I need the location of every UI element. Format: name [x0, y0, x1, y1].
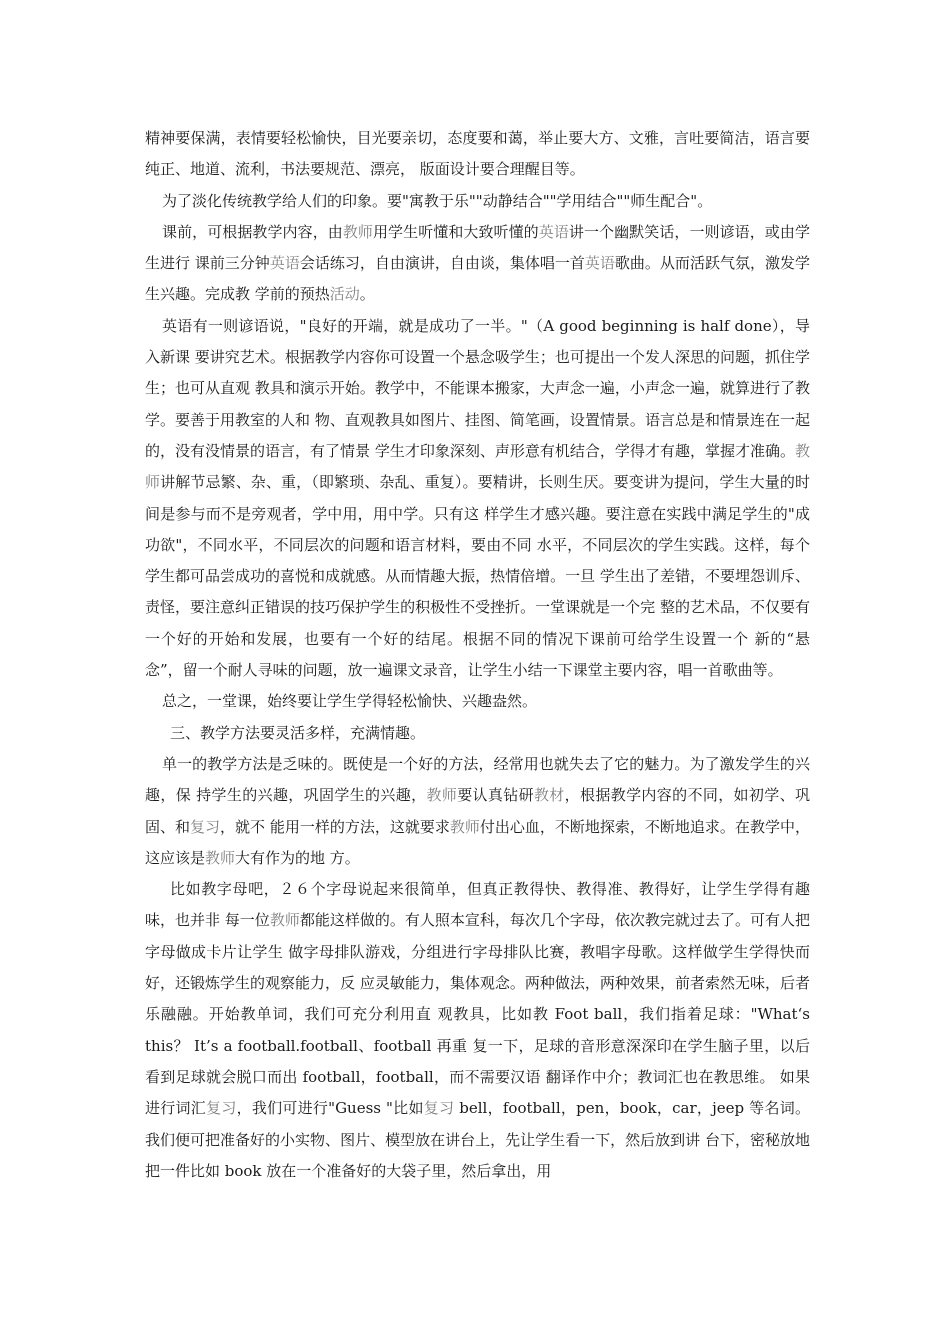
paragraph-text: 用学生听懂和大致听懂的: [372, 222, 539, 241]
paragraph-text: 课前，可根据教学内容，由: [162, 222, 343, 241]
keyword-link[interactable]: 教师: [426, 786, 458, 805]
keyword-link[interactable]: 教师: [449, 817, 480, 836]
document-page: [145, 123, 810, 1187]
paragraph-text: 精神要保满，表情要轻松愉快，目光要亲切，态度要和蔼，举止要大方、文雅，言吐要简洁，语言要纯正、地道、流利，书法要规范、漂亮， 版面设计要合理醒目等。: [145, 129, 810, 179]
keyword-link[interactable]: 教师: [145, 441, 810, 492]
keyword-link[interactable]: 英语: [584, 254, 615, 273]
paragraph-text: 歌曲。从而活跃气氛，激发学生兴趣。完成教 学前的预热: [145, 254, 810, 304]
paragraph-text: ，根据教学内容的不同，如初学、巩固、和: [145, 786, 810, 836]
paragraph-text: bell，football，pen，book，car，jeep 等名词。我们便可把准备好的小实物、图片、模型放在讲台上，先让学生看一下，然后放到讲 台下，密秘放地把一件比如 book 放在一个准备好的大袋子里，然后拿出，用: [145, 1099, 810, 1180]
paragraph-8: [145, 874, 810, 1187]
paragraph-text: 讲一个幽默笑话，一则谚语，或由学生进行 课前三分钟: [145, 222, 810, 273]
paragraph-3: [145, 217, 810, 311]
paragraph-text: 付出心血，不断地探索，不断地追求。在教学中，这应该是: [145, 817, 810, 867]
keyword-link[interactable]: 教材: [533, 786, 565, 805]
keyword-link[interactable]: 复习: [423, 1099, 455, 1118]
paragraph-text: 。: [359, 285, 375, 304]
paragraph-2: [145, 186, 810, 217]
keyword-link[interactable]: 英语: [269, 254, 300, 273]
keyword-link[interactable]: 教师: [342, 222, 373, 241]
paragraph-text: ，我们可进行"Guess "比如: [236, 1099, 424, 1118]
keyword-link[interactable]: 英语: [538, 222, 569, 241]
paragraph-text: 三、教学方法要灵活多样，充满情趣。: [170, 723, 426, 742]
paragraph-7: [145, 749, 810, 874]
paragraph-text: ，就不 能用一样的方法，这就要求: [220, 817, 450, 836]
paragraph-text: 总之，一堂课，始终要让学生学得轻松愉快、兴趣盎然。: [162, 692, 538, 711]
paragraph-text: 讲解节忌繁、杂、重，（即繁琐、杂乱、重复）。要精讲，长则生厌。要变讲为提问，学生大量的时间是参与而不是旁观者，学中用，用中学。只有这 样学生才感兴趣。要注意在实践中满足学生的"成功欲"，不同水平，不同层次的问题和语言材料，要由不同 水平，不同层次的学生实践。这样，每个学生都可品尝成功的喜悦和成就感。从而情趣大振，热情倍增。一旦 学生出了差错，不要埋怨训斥、责怪，要注意纠正错误的技巧保护学生的积极性不受挫折。一堂课就是一个完 整的艺术品，不仅要有一个好的开始和发展，也要有一个好的结尾。根据不同的情况下课前可给学生设置一个 新的“悬念”，留一个耐人寻味的问题，放一遍课文录音，让学生小结一下课堂主要内容，唱一首歌曲等。: [145, 473, 810, 680]
paragraph-text: 大有作为的地 方。: [235, 848, 360, 867]
paragraph-text: 比如教字母吧，２６个字母说起来很简单，但真正教得快、教得准、教得好，让学生学得有趣味，也并非 每一位: [145, 880, 810, 930]
keyword-link[interactable]: 复习: [190, 817, 221, 836]
paragraph-text: 单一的教学方法是乏味的。既使是一个好的方法，经常用也就失去了它的魅力。为了激发学生的兴趣，保 持学生的兴趣，巩固学生的兴趣，: [145, 754, 810, 805]
section-heading-3: [145, 718, 810, 749]
keyword-link[interactable]: 复习: [206, 1099, 237, 1118]
keyword-link[interactable]: 教师: [205, 848, 236, 867]
paragraph-4: [145, 311, 810, 687]
paragraph-text: 英语有一则谚语说，"良好的开端，就是成功了一半。"（A good beginning is half done），导入新课 要讲究艺术。根据教学内容你可设置一个悬念吸学生；也可提出一个发人深思的问题，抓住学生；也可从直观 教具和演示开始。教学中，不能课本搬家，大声念一遍，小声念一遍，就算进行了教学。要善于用教室的人和 物、直观教具如图片、挂图、简笔画，设置情景。语言总是和情景连在一起的，没有没情景的语言，有了情景 学生才印象深刻、声形意有机结合，学得才有趣，掌握才准确。: [145, 316, 810, 460]
keyword-link[interactable]: 活动: [329, 285, 360, 304]
paragraph-text: 为了淡化传统教学给人们的印象。要"寓教于乐""动静结合""学用结合""师生配合"。: [162, 191, 713, 210]
paragraph-1: [145, 123, 810, 186]
paragraph-text: 要认真钻研: [457, 786, 534, 805]
paragraph-text: 会话练习，自由演讲，自由谈，集体唱一首: [299, 254, 585, 273]
paragraph-text: 都能这样做的。有人照本宣科，每次几个字母，依次教完就过去了。可有人把字母做成卡片让学生 做字母排队游戏，分组进行字母排队比赛，教唱字母歌。这样做学生学得快而好，还锻炼学生的观察能力，反 应灵敏能力，集体观念。两种做法，两种效果，前者索然无味，后者乐融融。开始教单词，我们可充分利用直 观教具，比如教 Foot ball，我们指着足球："What‘s this？ It’s a football.football、football 再重 复一下，足球的音形意深深印在学生脑子里，以后看到足球就会脱口而出 football，football，而不需要汉语 翻译作中介；教词汇也在教思维。 如果进行词汇: [145, 911, 810, 1118]
keyword-link[interactable]: 教师: [269, 911, 300, 930]
paragraph-5: [145, 686, 810, 717]
